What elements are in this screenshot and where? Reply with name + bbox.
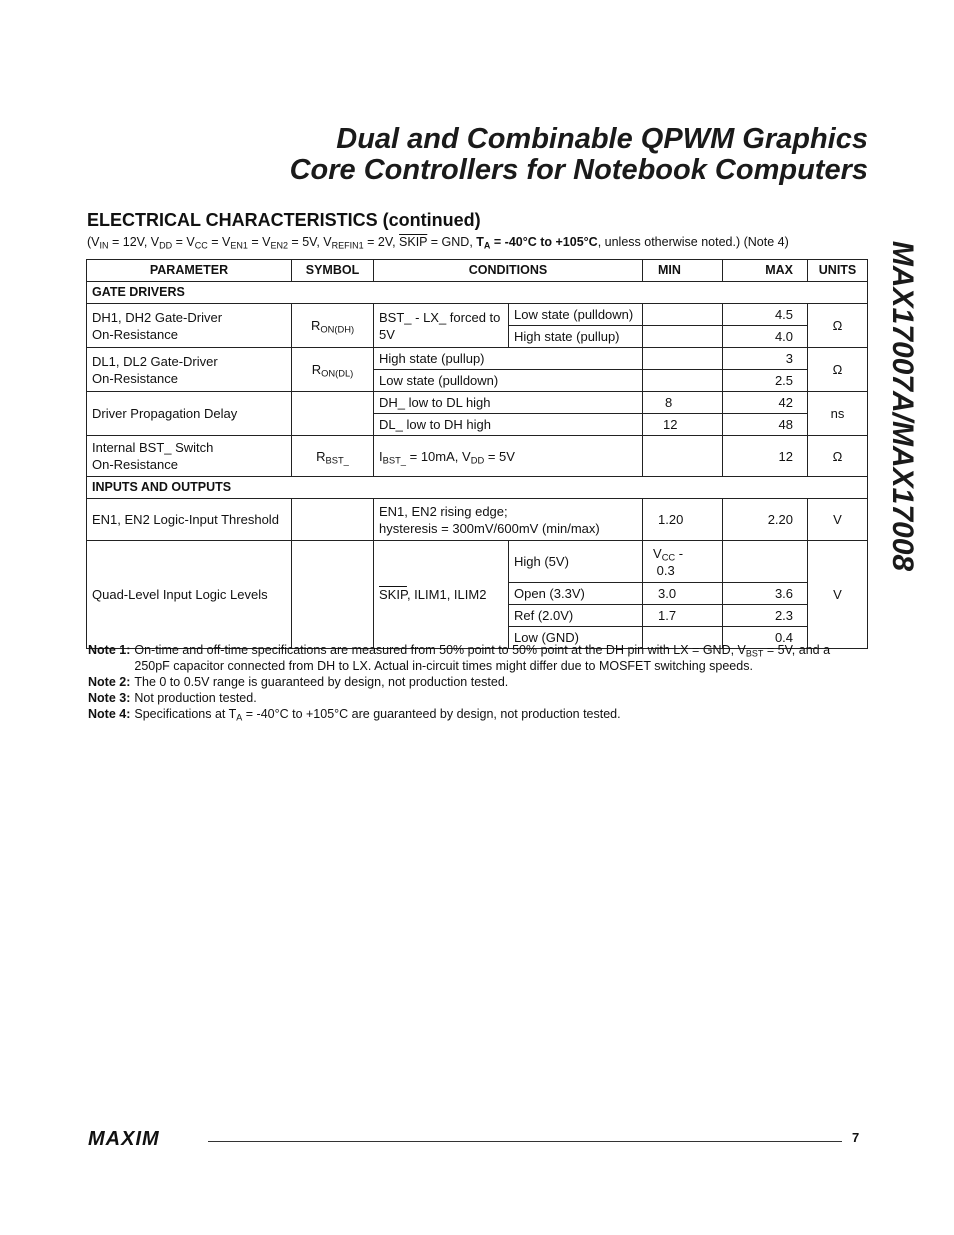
note-4: Note 4: Specifications at $T_A = -40^\circ C$ to +105°C are guaranteed by design, not production tested. [88,707,621,723]
section-row [87,282,868,304]
max-cell: 4.0 [723,326,808,348]
maxim-logo: MAXIM [88,1128,160,1150]
unit-cell: Ω [808,304,868,348]
min-cell [643,348,723,370]
note-2: Note 2: The 0 to 0.5V range is guaranteed by design, not production tested. [88,675,509,689]
max-cell: 2.5 [723,370,808,392]
note-3: Note 3: Not production tested. [88,691,257,705]
condition-cell: Low state (pulldown) [374,370,643,392]
symbol-cell [292,392,374,436]
table-row [87,541,868,583]
sub-condition-cell: Ref (2.0V) [509,605,643,627]
param-cell: DH1, DH2 Gate-Driver On-Resistance [87,304,292,348]
section-title: ELECTRICAL CHARACTERISTICS (continued) [87,210,481,230]
max-cell: 42 [723,392,808,414]
min-cell: 1.7 [643,605,723,627]
max-cell [723,541,808,583]
header-parameter: PARAMETER [87,260,292,282]
condition-cell: BST_ - LX_ forced to 5V [374,304,509,348]
table-row [87,304,868,326]
unit-cell: ns [808,392,868,436]
max-cell: 48 [723,414,808,436]
header-symbol: SYMBOL [292,260,374,282]
unit-cell: V [808,541,868,649]
section-gate-drivers: GATE DRIVERS [87,282,868,304]
header-units: UNITS [808,260,868,282]
max-cell: 0.4 [723,627,808,649]
min-cell [643,304,723,326]
sub-condition-cell: High state (pullup) [509,326,643,348]
sub-condition-cell: High (5V) [509,541,643,583]
condition-cell: DL_ low to DH high [374,414,643,436]
max-cell: 4.5 [723,304,808,326]
min-cell [643,436,723,477]
sub-condition-cell: Low state (pulldown) [509,304,643,326]
symbol-cell [292,499,374,541]
min-cell: $V_{CC}$ - 0.3 [643,541,723,583]
min-cell [643,370,723,392]
param-cell: Driver Propagation Delay [87,392,292,436]
header-conditions: CONDITIONS [374,260,643,282]
table-row [87,436,868,477]
notes [88,642,868,722]
page-number: 7 [852,1130,860,1145]
unit-cell: Ω [808,348,868,392]
min-cell [643,326,723,348]
document-title [290,124,868,186]
table-row [87,392,868,414]
unit-cell: V [808,499,868,541]
condition-cell: SKIP, ILIM1, ILIM2 [374,541,509,649]
param-cell: Internal BST_ Switch On-Resistance [87,436,292,477]
min-cell: 3.0 [643,583,723,605]
symbol-ron-dh: $R_{ON(DH)}$ [292,304,374,348]
section-inputs-outputs: INPUTS AND OUTPUTS [87,477,868,499]
header-max: MAX [723,260,808,282]
max-cell: 12 [723,436,808,477]
max-cell: 2.20 [723,499,808,541]
table-row [87,348,868,370]
condition-cell: EN1, EN2 rising edge; hysteresis = 300mV/600mV (min/max) [374,499,643,541]
max-cell: 3.6 [723,583,808,605]
title-line-1: Dual and Combinable QPWM Graphics [336,123,868,155]
symbol-rbst: $R_{BST\_}$ [292,436,374,477]
footer-divider [208,1141,842,1142]
sub-condition-cell: Low (GND) [509,627,643,649]
electrical-characteristics-table [86,259,868,649]
min-cell: 1.20 [643,499,723,541]
header-min: MIN [643,260,723,282]
unit-cell: Ω [808,436,868,477]
condition-cell: DH_ low to DL high [374,392,643,414]
max-cell: 3 [723,348,808,370]
test-conditions: ($V_{IN} = 12V$, $V_{DD} = V_{CC} = V_{EN1} = V_{EN2} = 5V$, $V_{REFIN1} = 2V$, SKIP = GND, $T_A = -40^\circ C$ to +105°C, unless otherwise noted.) (Note 4) [87,235,789,251]
param-cell: Quad-Level Input Logic Levels [87,541,292,649]
param-cell: DL1, DL2 Gate-Driver On-Resistance [87,348,292,392]
symbol-ron-dl: $R_{ON(DL)}$ [292,348,374,392]
condition-cell: $I_{BST\_} = 10mA$, $V_{DD} = 5V$ [374,436,643,477]
table-row [87,499,868,541]
title-line-2: Core Controllers for Notebook Computers [289,154,868,186]
table-header-row [87,260,868,282]
note-1: Note 1: On-time and off-time specifications are measured from 50% point to 50% point at the DH pin with LX = GND, $V_{BST} = 5V$, and a 250pF capacitor connected from DH to LX. Actual in-circuit times might differ due to MOSFET switching speeds. [88,643,831,673]
min-cell: 12 [643,414,723,436]
symbol-cell [292,541,374,649]
param-cell: EN1, EN2 Logic-Input Threshold [87,499,292,541]
max-cell: 2.3 [723,605,808,627]
condition-cell: High state (pullup) [374,348,643,370]
sub-condition-cell: Open (3.3V) [509,583,643,605]
min-cell: 8 [643,392,723,414]
section-row [87,477,868,499]
